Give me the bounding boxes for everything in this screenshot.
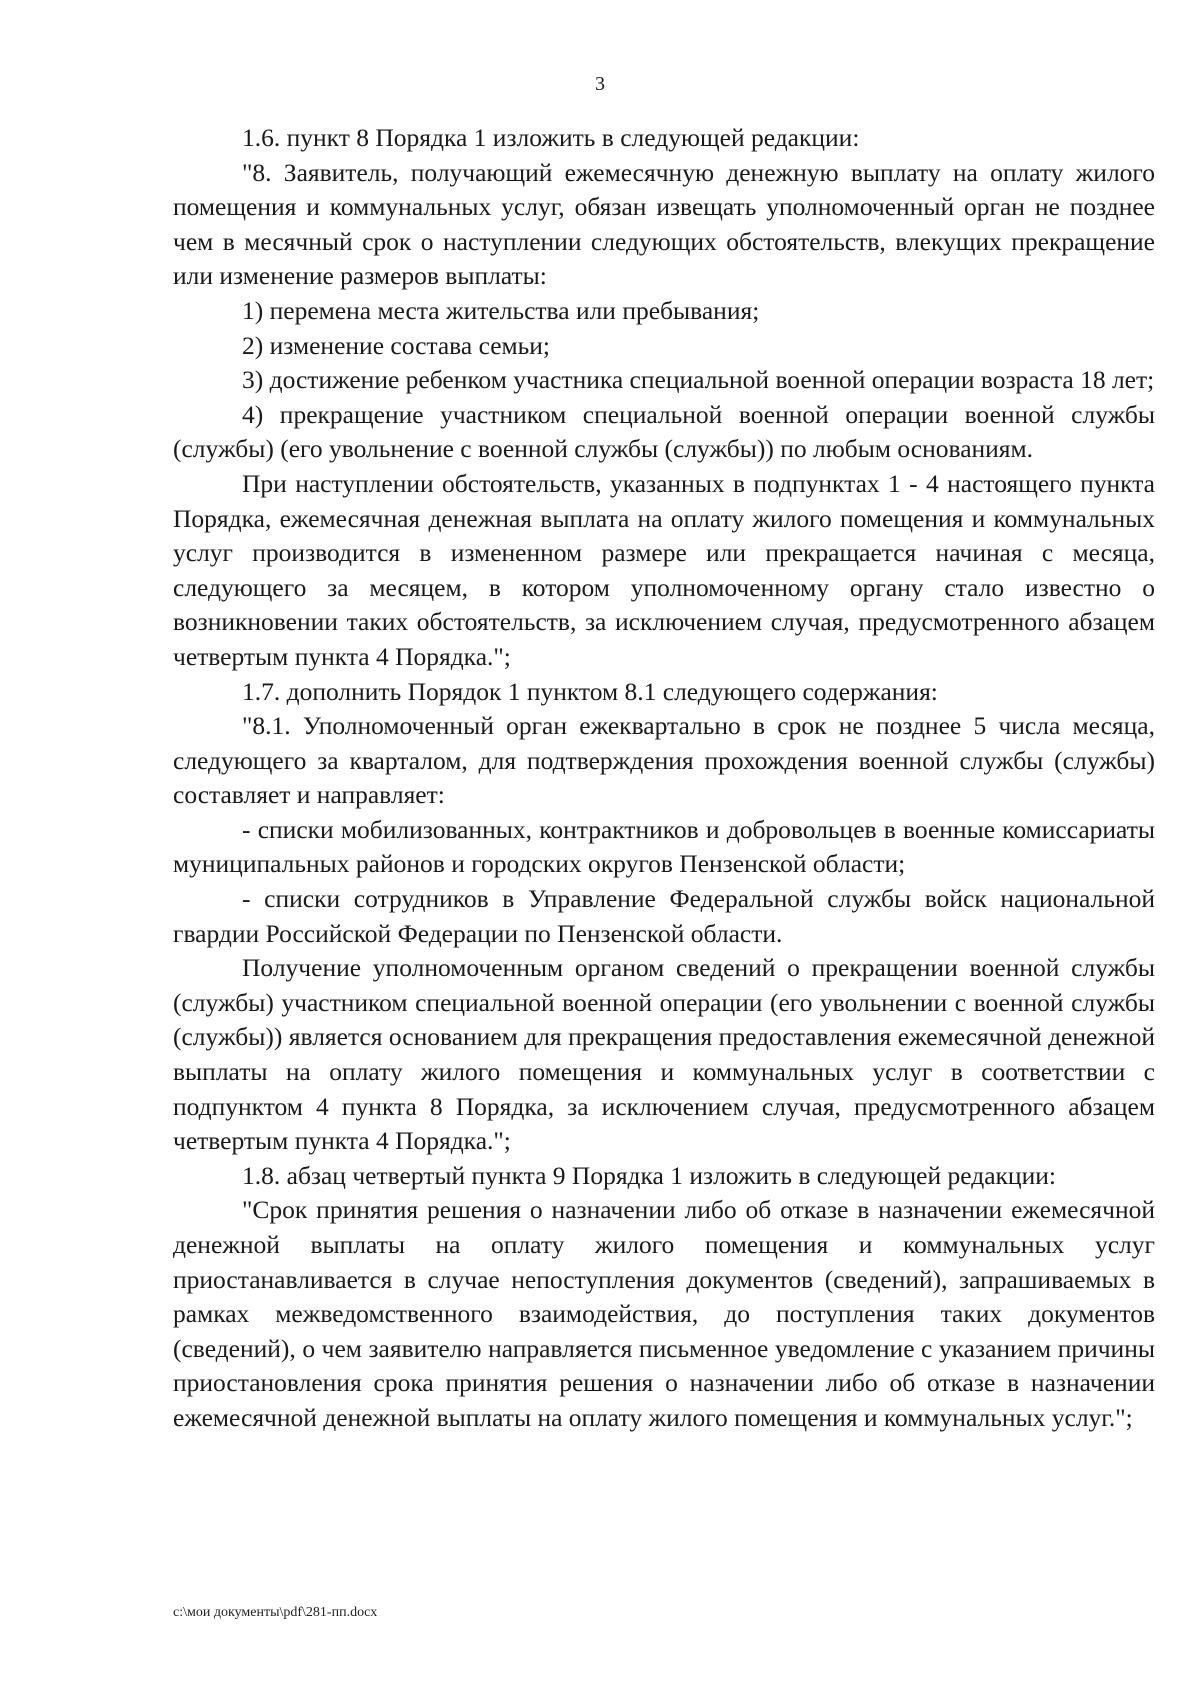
paragraph-point-8-1: "8.1. Уполномоченный орган ежеквартально в срок не позднее 5 числа месяца, следующего за кварталом, для подтверждения прохождения военной службы (службы) составляет и направляет: <box>173 711 1155 810</box>
paragraph-subpoint-3: 3) достижение ребенком участника специальной военной операции возраста 18 лет; <box>242 365 1155 395</box>
page-number: 3 <box>595 73 605 95</box>
paragraph-item-1-7-heading: 1.7. дополнить Порядок 1 пунктом 8.1 следующего содержания: <box>242 676 938 706</box>
paragraph-subpoint-1: 1) перемена места жительства или пребывания; <box>242 295 760 325</box>
paragraph-subpoint-4: 4) прекращение участником специальной военной операции военной службы (службы) (его увольнение с военной службы (службы)) по любым основаниям. <box>173 399 1155 464</box>
paragraph-decision-deadline: "Срок принятия решения о назначении либо об отказе в назначении ежемесячной денежной выплаты на оплату жилого помещения и коммунальных услуг приостанавливается в случае непоступления документов (сведений), запрашиваемых в рамках межведомственного взаимодействия, до поступления таких документов (сведений), о чем заявителю направляется письменное уведомление с указанием причины приостановления срока принятия решения о назначении либо об отказе в назначении ежемесячной денежной выплаты на оплату жилого помещения и коммунальных услуг."; <box>173 1195 1155 1432</box>
paragraph-point-8: "8. Заявитель, получающий ежемесячную денежную выплату на оплату жилого помещения и коммунальных услуг, обязан извещать уполномоченный орган не позднее чем в месячный срок о наступлении следующих обстоятельств, влекущих прекращение или изменение размеров выплаты: <box>173 157 1155 291</box>
paragraph-list-employees: - списки сотрудников в Управление Федеральной службы войск национальной гвардии Российской Федерации по Пензенской области. <box>173 884 1155 948</box>
paragraph-circumstances: При наступлении обстоятельств, указанных в подпунктах 1 - 4 настоящего пункта Порядка, ежемесячная денежная выплата на оплату жилого помещения и коммунальных услуг производится в измененном размере или прекращается начиная с месяца, следующего за месяцем, в котором уполномоченному органу стало известно о возникновении таких обстоятельств, за исключением случая, предусмотренного абзацем четвертым пункта 4 Порядка."; <box>173 468 1155 671</box>
document-body <box>173 121 1155 1436</box>
paragraph-termination-basis: Получение уполномоченным органом сведений о прекращении военной службы (службы) участником специальной военной операции (его увольнении с военной службы (службы)) является основанием для прекращения предоставления ежемесячной денежной выплаты на оплату жилого помещения и коммунальных услуг в соответствии с подпунктом 4 пункта 8 Порядка, за исключением случая, предусмотренного абзацем четвертым пункта 4 Порядка."; <box>173 953 1155 1156</box>
paragraph-item-1-6-heading: 1.6. пункт 8 Порядка 1 изложить в следующей редакции: <box>242 123 860 152</box>
footer-file-path: c:\мои документы\pdf\281-пп.docx <box>173 1605 378 1620</box>
paragraph-list-mobilized: - списки мобилизованных, контрактников и добровольцев в военные комиссариаты муниципальных районов и городских округов Пензенской области; <box>173 814 1155 879</box>
paragraph-item-1-8-heading: 1.8. абзац четвертый пункта 9 Порядка 1 изложить в следующей редакции: <box>242 1160 1056 1190</box>
paragraph-subpoint-2: 2) изменение состава семьи; <box>242 330 551 360</box>
